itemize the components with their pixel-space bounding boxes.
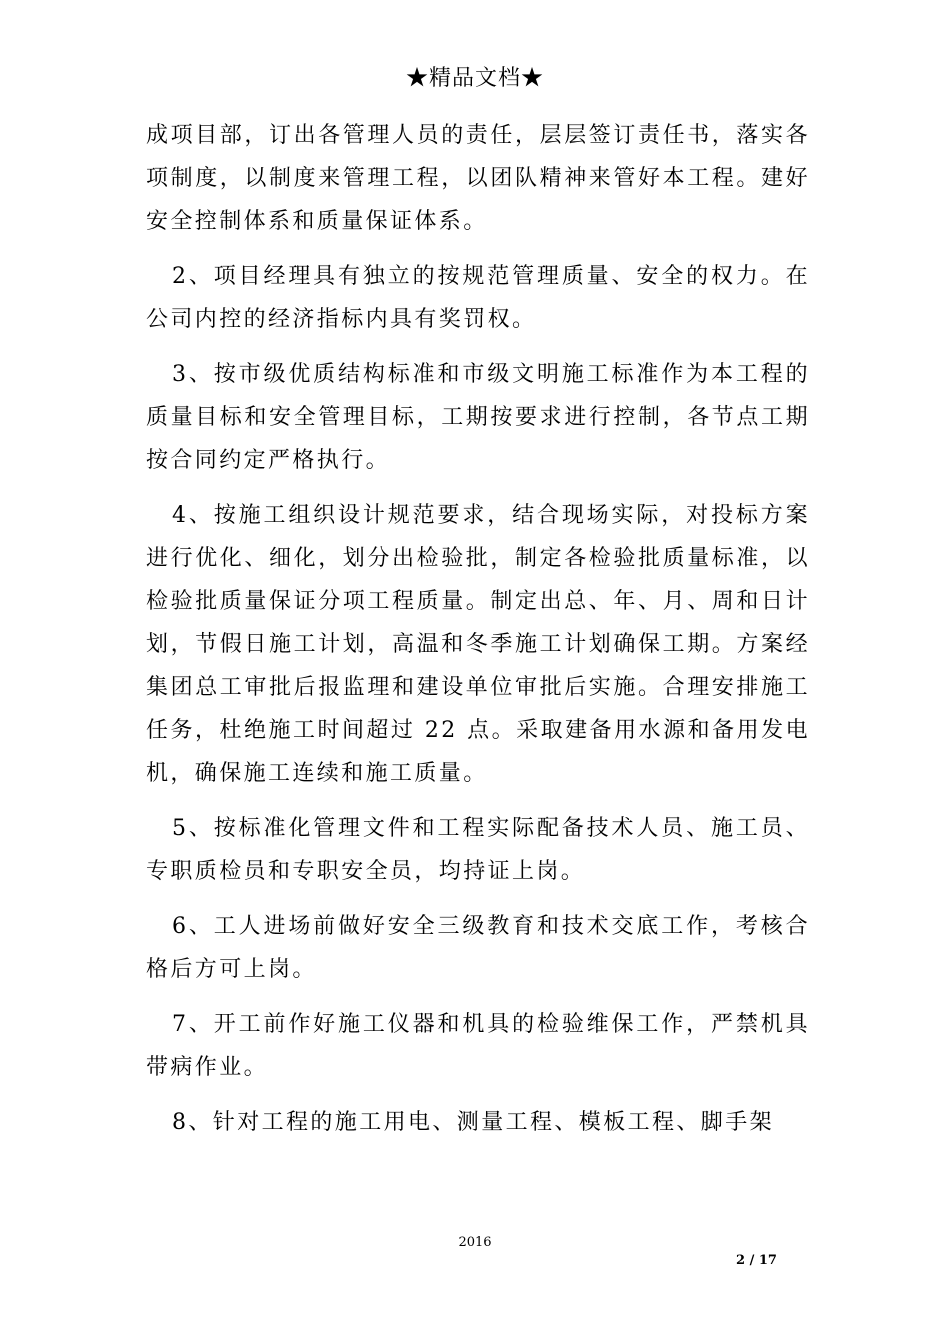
paragraph-6: 6、工人进场前做好安全三级教育和技术交底工作，考核合格后方可上岗。 xyxy=(146,914,810,982)
paragraph-3: 3、按市级优质结构标准和市级文明施工标准作为本工程的质量目标和安全管理目标，工期按要求进行控制，各节点工期按合同约定严格执行。 xyxy=(146,362,810,473)
document-body xyxy=(146,114,810,1156)
page-total: 17 xyxy=(758,1253,777,1268)
paragraph-4: 4、按施工组织设计规范要求，结合现场实际，对投标方案进行优化、细化，划分出检验批，制定各检验批质量标准，以检验批质量保证分项工程质量。制定出总、年、月、周和日计划，节假日施工计划，高温和冬季施工计划确保工期。方案经集团总工审批后报监理和建设单位审批后实施。合理安排施工任务，杜绝施工时间超过 22 点。采取建备用水源和备用发电机，确保施工连续和施工质量。 xyxy=(146,503,810,786)
page-separator: / xyxy=(749,1253,755,1268)
paragraph-5: 5、按标准化管理文件和工程实际配备技术人员、施工员、专职质检员和专职安全员，均持证上岗。 xyxy=(146,816,810,884)
page-current: 2 xyxy=(736,1253,746,1268)
footer-year: 2016 xyxy=(458,1235,492,1250)
paragraph-8: 8、针对工程的施工用电、测量工程、模板工程、脚手架 xyxy=(172,1110,774,1135)
page-header-title: ★精品文档★ xyxy=(405,66,544,91)
paragraph-1: 成项目部，订出各管理人员的责任，层层签订责任书，落实各项制度，以制度来管理工程，以团队精神来管好本工程。建好安全控制体系和质量保证体系。 xyxy=(146,123,810,234)
paragraph-2: 2、项目经理具有独立的按规范管理质量、安全的权力。在公司内控的经济指标内具有奖罚权。 xyxy=(146,264,810,332)
paragraph-7: 7、开工前作好施工仪器和机具的检验维保工作，严禁机具带病作业。 xyxy=(146,1012,810,1080)
page-number xyxy=(736,1252,777,1270)
